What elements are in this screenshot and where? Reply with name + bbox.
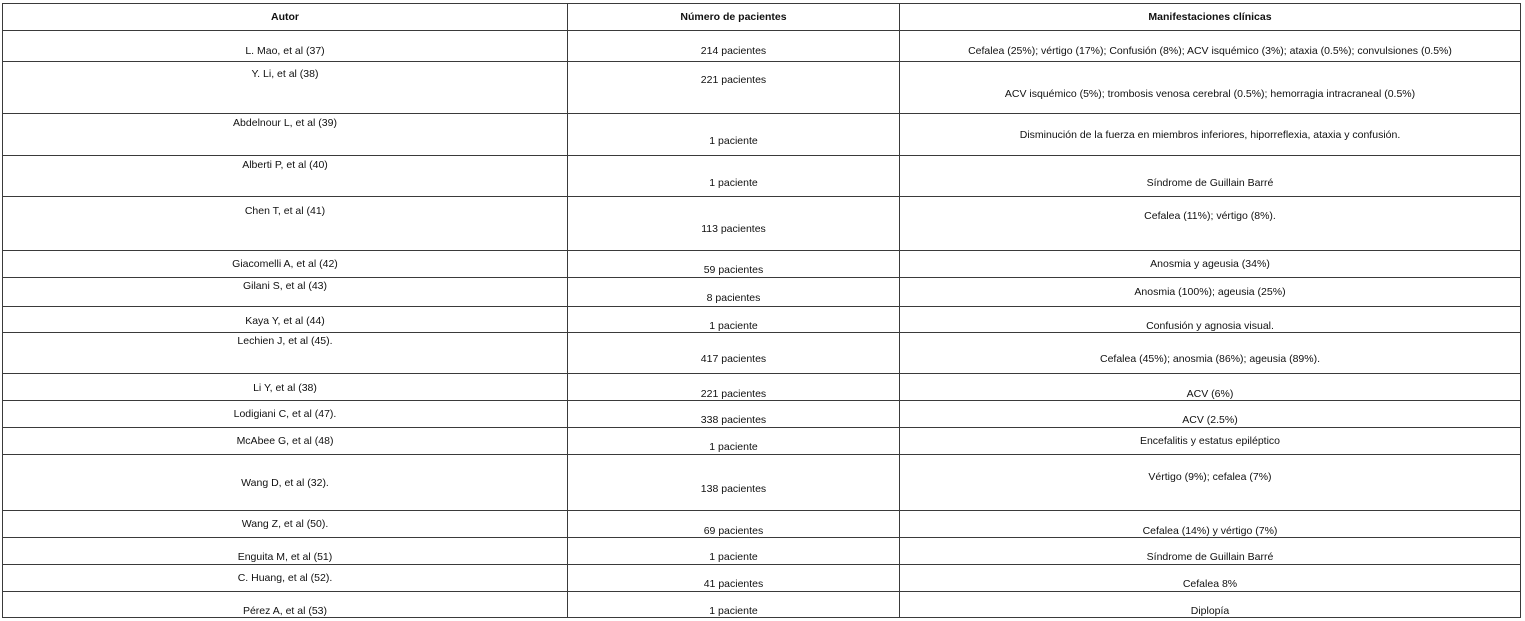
cell-manifestaciones	[900, 278, 1521, 307]
cell-text: ACV isquémico (5%); trombosis venosa cerebral (0.5%); hemorragia intracraneal (0.5%)	[1004, 88, 1416, 100]
cell-text: 1 paciente	[709, 551, 758, 563]
cell-manifestaciones	[900, 156, 1521, 197]
cell-text: Cefalea (25%); vértigo (17%); Confusión (8%); ACV isquémico (3%); ataxia (0.5%); convulsiones (0.5%)	[968, 45, 1452, 57]
cell-text: 59 pacientes	[703, 264, 764, 276]
cell-text: McAbee G, et al (48)	[236, 435, 334, 447]
table-row	[3, 197, 1521, 251]
cell-text: 1 paciente	[709, 441, 758, 453]
cell-manifestaciones	[900, 428, 1521, 455]
cell-autor	[3, 31, 568, 62]
table-row	[3, 538, 1521, 565]
table-header-row	[3, 4, 1521, 31]
cell-autor	[3, 428, 568, 455]
cell-pacientes	[568, 592, 900, 618]
cell-pacientes	[568, 278, 900, 307]
cell-autor	[3, 455, 568, 511]
cell-text: Cefalea 8%	[1182, 578, 1238, 590]
table-row	[3, 592, 1521, 618]
cell-text: Síndrome de Guillain Barré	[1146, 177, 1274, 189]
cell-text: Li Y, et al (38)	[253, 382, 317, 394]
cell-text: Pérez A, et al (53)	[242, 605, 328, 617]
cell-text: Cefalea (11%); vértigo (8%).	[1144, 210, 1276, 222]
cell-autor	[3, 374, 568, 401]
cell-text: Abdelnour L, et al (39)	[233, 117, 337, 129]
cell-text: Lodigiani C, et al (47).	[233, 408, 337, 420]
cell-manifestaciones	[900, 401, 1521, 428]
cell-manifestaciones	[900, 251, 1521, 278]
table-row	[3, 114, 1521, 156]
cell-text: Anosmia (100%); ageusia (25%)	[1134, 286, 1286, 298]
cell-autor	[3, 251, 568, 278]
header-numero-pacientes: Número de pacientes	[568, 4, 900, 31]
cell-pacientes	[568, 511, 900, 538]
cell-pacientes	[568, 197, 900, 251]
cell-text: 41 pacientes	[703, 578, 764, 590]
table-row	[3, 307, 1521, 333]
cell-manifestaciones	[900, 592, 1521, 618]
cell-text: 138 pacientes	[700, 483, 767, 495]
cell-pacientes	[568, 251, 900, 278]
cell-manifestaciones	[900, 31, 1521, 62]
cell-manifestaciones	[900, 114, 1521, 156]
cell-manifestaciones	[900, 62, 1521, 114]
cell-text: Vértigo (9%); cefalea (7%)	[1148, 471, 1272, 483]
cell-text: C. Huang, et al (52).	[237, 572, 333, 584]
table-row	[3, 401, 1521, 428]
cell-text: Gilani S, et al (43)	[242, 280, 328, 292]
cell-pacientes	[568, 333, 900, 374]
table-row	[3, 455, 1521, 511]
table-row	[3, 278, 1521, 307]
cell-autor	[3, 114, 568, 156]
cell-pacientes	[568, 401, 900, 428]
cell-autor	[3, 401, 568, 428]
cell-text: Wang D, et al (32).	[241, 477, 329, 489]
cell-pacientes	[568, 62, 900, 114]
cell-text: 214 pacientes	[700, 45, 767, 57]
cell-text: 1 paciente	[709, 605, 758, 617]
cell-autor	[3, 307, 568, 333]
cell-autor	[3, 62, 568, 114]
cell-autor	[3, 538, 568, 565]
cell-manifestaciones	[900, 538, 1521, 565]
cell-text: ACV (6%)	[1186, 388, 1234, 400]
cell-manifestaciones	[900, 565, 1521, 592]
table-row	[3, 428, 1521, 455]
cell-text: Kaya Y, et al (44)	[245, 315, 325, 327]
cell-text: 1 paciente	[709, 320, 758, 332]
cell-pacientes	[568, 428, 900, 455]
cell-pacientes	[568, 374, 900, 401]
cell-text: Y. Li, et al (38)	[251, 68, 319, 80]
cell-text: Confusión y agnosia visual.	[1146, 320, 1274, 332]
header-autor: Autor	[3, 4, 568, 31]
cell-pacientes	[568, 31, 900, 62]
cell-manifestaciones	[900, 374, 1521, 401]
cell-text: Encefalitis y estatus epiléptico	[1139, 435, 1281, 447]
cell-text: 221 pacientes	[700, 388, 767, 400]
cell-text: Giacomelli A, et al (42)	[232, 258, 338, 270]
table-row	[3, 511, 1521, 538]
cell-text: Lechien J, et al (45).	[237, 335, 333, 347]
cell-autor	[3, 156, 568, 197]
cell-text: 113 pacientes	[701, 223, 766, 235]
cell-pacientes	[568, 565, 900, 592]
cell-text: Síndrome de Guillain Barré	[1146, 551, 1274, 563]
table-row	[3, 156, 1521, 197]
cell-text: 417 pacientes	[700, 353, 767, 365]
cell-autor	[3, 565, 568, 592]
cell-pacientes	[568, 307, 900, 333]
cell-pacientes	[568, 156, 900, 197]
cell-text: Chen T, et al (41)	[244, 205, 326, 217]
cell-text: 8 pacientes	[706, 292, 761, 304]
cell-manifestaciones	[900, 455, 1521, 511]
cell-text: Wang Z, et al (50).	[241, 518, 329, 530]
table-row	[3, 251, 1521, 278]
cell-autor	[3, 197, 568, 251]
table-row	[3, 374, 1521, 401]
cell-text: 69 pacientes	[703, 525, 764, 537]
table-row	[3, 333, 1521, 374]
cell-autor	[3, 592, 568, 618]
cell-text: 1 paciente	[709, 135, 758, 147]
cell-manifestaciones	[900, 197, 1521, 251]
cell-pacientes	[568, 455, 900, 511]
cell-text: L. Mao, et al (37)	[245, 45, 325, 57]
cell-text: 1 paciente	[709, 177, 758, 189]
cell-text: ACV (2.5%)	[1182, 414, 1238, 426]
header-manifestaciones: Manifestaciones clínicas	[900, 4, 1521, 31]
cell-text: Enguita M, et al (51)	[237, 551, 333, 563]
cell-pacientes	[568, 114, 900, 156]
cell-manifestaciones	[900, 307, 1521, 333]
table-row	[3, 31, 1521, 62]
cell-text: Cefalea (14%) y vértigo (7%)	[1142, 525, 1278, 537]
cell-text: Disminución de la fuerza en miembros inferiores, hiporreflexia, ataxia y confusión.	[1019, 129, 1401, 141]
cell-autor	[3, 278, 568, 307]
table-row	[3, 62, 1521, 114]
cell-manifestaciones	[900, 511, 1521, 538]
cell-pacientes	[568, 538, 900, 565]
cell-text: 338 pacientes	[700, 414, 767, 426]
cell-autor	[3, 333, 568, 374]
cell-text: Cefalea (45%); anosmia (86%); ageusia (89%).	[1099, 353, 1321, 365]
table-row	[3, 565, 1521, 592]
cell-text: 221 pacientes	[700, 74, 767, 86]
cell-text: Anosmia y ageusia (34%)	[1150, 258, 1270, 270]
cell-text: Alberti P, et al (40)	[242, 159, 328, 171]
cell-manifestaciones	[900, 333, 1521, 374]
cell-autor	[3, 511, 568, 538]
cell-text: Diplopía	[1190, 605, 1230, 617]
clinical-manifestations-table	[2, 3, 1521, 618]
